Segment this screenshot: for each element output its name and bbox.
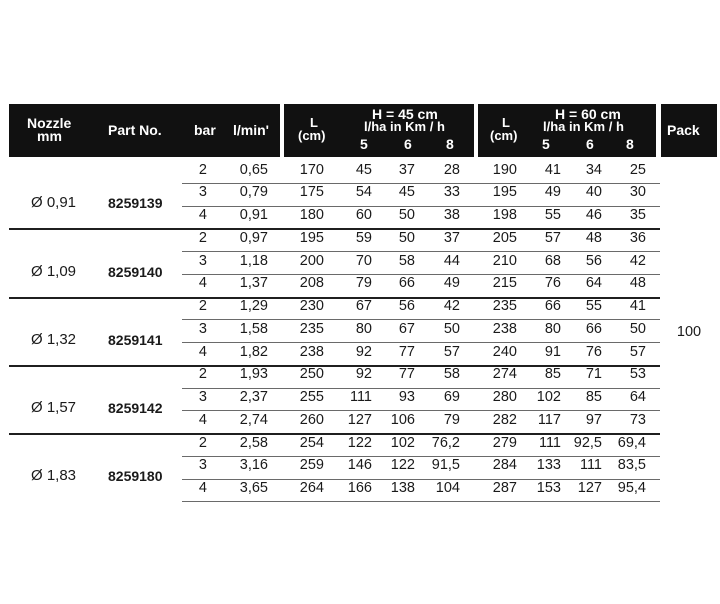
cell-h60-speed-5: 76 <box>544 275 561 292</box>
cell-h45-speed-6: 56 <box>398 298 415 314</box>
cell-h45-speed-8: 104 <box>435 480 460 496</box>
cell-bar: 2 <box>198 434 207 451</box>
cell-h60-speed-5: 68 <box>544 252 561 269</box>
cell-h60-speed-6: 71 <box>585 366 602 383</box>
cell-h45-speed-8: 28 <box>443 161 460 178</box>
cell-h60-speed-8: 30 <box>629 184 646 201</box>
part-number: 8259142 <box>108 400 163 416</box>
cell-length-60: 280 <box>492 389 517 405</box>
nozzle-size: Ø 1,83 <box>31 467 77 485</box>
cell-flow: 1,93 <box>239 366 268 383</box>
cell-h45-speed-5: 166 <box>347 480 372 496</box>
cell-h60-speed-6: 85 <box>585 389 602 405</box>
cell-h45-speed-6: 50 <box>398 207 415 223</box>
nozzle-size: Ø 0,91 <box>31 194 77 212</box>
cell-h45-speed-6: 93 <box>398 389 415 405</box>
cell-h45-speed-6: 106 <box>390 411 415 428</box>
cell-h45-speed-8: 91,5 <box>431 457 460 474</box>
cell-bar: 2 <box>198 366 207 383</box>
cell-flow: 2,37 <box>239 389 268 405</box>
part-number: 8259141 <box>108 331 163 348</box>
cell-h60-speed-6: 66 <box>585 320 602 337</box>
cell-length-45: 260 <box>299 411 324 428</box>
cell-h45-speed-6: 50 <box>398 229 415 246</box>
cell-h45-speed-5: 146 <box>347 457 372 474</box>
cell-length-45: 175 <box>299 184 324 201</box>
cell-h45-speed-6: 122 <box>390 457 415 474</box>
cell-length-60: 195 <box>492 184 517 201</box>
cell-h60-speed-8: 50 <box>629 320 646 337</box>
header-speed-60-5: 5 <box>542 136 550 152</box>
part-number: 8259140 <box>108 263 163 280</box>
header-h60: H = 60 cm <box>555 106 621 122</box>
cell-h45-speed-5: 92 <box>355 343 372 360</box>
cell-flow: 2,58 <box>239 434 268 451</box>
cell-h45-speed-8: 50 <box>443 320 460 337</box>
cell-h60-speed-6: 111 <box>579 457 602 474</box>
cell-length-60: 190 <box>492 161 517 178</box>
cell-bar: 4 <box>198 480 207 496</box>
cell-h45-speed-5: 122 <box>347 434 372 451</box>
cell-flow: 1,37 <box>239 275 268 292</box>
part-number: 8259139 <box>108 195 163 212</box>
cell-h60-speed-6: 40 <box>585 184 602 201</box>
cell-length-45: 254 <box>299 434 324 451</box>
nozzle-size: Ø 1,09 <box>31 262 77 280</box>
cell-h45-speed-5: 80 <box>355 320 372 337</box>
part-number: 8259180 <box>108 468 163 485</box>
cell-flow: 0,79 <box>239 184 268 201</box>
cell-bar: 3 <box>198 184 207 201</box>
cell-bar: 4 <box>198 207 207 223</box>
cell-length-60: 287 <box>492 480 517 496</box>
header-nozzle-line1: Nozzle <box>27 115 72 131</box>
cell-h60-speed-8: 83,5 <box>617 457 646 474</box>
cell-length-60: 210 <box>492 252 517 269</box>
cell-flow: 2,74 <box>239 411 268 428</box>
header-bar: bar <box>194 122 216 138</box>
cell-h45-speed-6: 138 <box>390 480 415 496</box>
table-bottom-line <box>182 501 660 502</box>
header-length-60-line2: (cm) <box>490 128 518 143</box>
cell-h45-speed-6: 77 <box>398 366 415 383</box>
header-speed-60-8: 8 <box>626 136 634 152</box>
cell-length-45: 230 <box>299 298 324 314</box>
cell-h45-speed-8: 49 <box>443 275 460 292</box>
cell-length-45: 170 <box>299 161 324 178</box>
header-speed-45-8: 8 <box>446 136 454 152</box>
cell-h45-speed-6: 45 <box>398 184 415 201</box>
cell-length-60: 215 <box>492 275 517 292</box>
nozzle-size: Ø 1,32 <box>31 330 77 348</box>
cell-h45-speed-5: 54 <box>355 184 372 201</box>
cell-length-60: 240 <box>492 343 517 360</box>
cell-h45-speed-5: 67 <box>355 298 372 314</box>
cell-h45-speed-5: 127 <box>347 411 372 428</box>
cell-length-45: 180 <box>299 207 324 223</box>
cell-h45-speed-6: 77 <box>398 343 415 360</box>
header-block-h60 <box>478 104 656 157</box>
header-speed-45-6: 6 <box>404 136 412 152</box>
cell-length-60: 282 <box>492 411 517 428</box>
cell-h60-speed-8: 69,4 <box>617 434 646 451</box>
cell-flow: 0,91 <box>239 207 268 223</box>
cell-h60-speed-8: 35 <box>629 207 646 223</box>
cell-h60-speed-8: 95,4 <box>617 480 646 496</box>
cell-h60-speed-6: 76 <box>585 343 602 360</box>
cell-h60-speed-6: 92,5 <box>573 434 602 451</box>
header-block-h45 <box>284 104 474 157</box>
cell-h45-speed-8: 57 <box>443 343 460 360</box>
cell-h60-speed-8: 53 <box>629 366 646 383</box>
header-rate-45: l/ha in Km / h <box>364 119 445 134</box>
header-pack: Pack <box>667 122 700 138</box>
header-part-no: Part No. <box>108 122 162 138</box>
cell-h45-speed-5: 60 <box>355 207 372 223</box>
cell-flow: 3,16 <box>239 457 268 474</box>
cell-bar: 3 <box>198 252 207 269</box>
cell-h45-speed-8: 33 <box>443 184 460 201</box>
cell-h45-speed-6: 37 <box>398 161 415 178</box>
cell-length-60: 205 <box>492 229 517 246</box>
cell-h60-speed-5: 133 <box>536 457 561 474</box>
cell-h60-speed-5: 80 <box>544 320 561 337</box>
header-length-45-line2: (cm) <box>298 128 326 143</box>
cell-h60-speed-5: 41 <box>544 161 561 178</box>
cell-length-45: 250 <box>299 366 324 383</box>
cell-h60-speed-8: 25 <box>629 161 646 178</box>
cell-h45-speed-6: 66 <box>398 275 415 292</box>
cell-h45-speed-8: 58 <box>443 366 460 383</box>
cell-length-45: 208 <box>299 275 324 292</box>
pack-value: 100 <box>676 324 702 340</box>
cell-length-45: 200 <box>299 252 324 269</box>
cell-h60-speed-5: 111 <box>538 434 561 451</box>
cell-bar: 2 <box>198 298 207 314</box>
header-length-60-line1: L <box>502 115 510 130</box>
header-flow: l/min' <box>233 122 269 138</box>
cell-h45-speed-8: 38 <box>443 207 460 223</box>
cell-h45-speed-6: 58 <box>398 252 415 269</box>
cell-length-45: 264 <box>299 480 324 496</box>
cell-bar: 3 <box>198 457 207 474</box>
cell-length-45: 195 <box>299 229 324 246</box>
cell-h60-speed-8: 57 <box>629 343 646 360</box>
cell-h60-speed-6: 48 <box>585 229 602 246</box>
cell-h45-speed-8: 37 <box>443 229 460 246</box>
header-speed-60-6: 6 <box>586 136 594 152</box>
cell-bar: 4 <box>198 275 207 292</box>
cell-flow: 0,65 <box>239 161 268 178</box>
cell-h45-speed-5: 111 <box>349 389 372 405</box>
header-block-main <box>9 104 280 157</box>
cell-length-60: 284 <box>492 457 517 474</box>
cell-flow: 3,65 <box>239 480 268 496</box>
cell-h60-speed-8: 73 <box>629 411 646 428</box>
cell-h45-speed-5: 45 <box>355 161 372 178</box>
cell-h60-speed-5: 153 <box>536 480 561 496</box>
cell-h45-speed-6: 102 <box>390 434 415 451</box>
cell-h45-speed-8: 69 <box>443 389 460 405</box>
cell-h60-speed-8: 48 <box>629 275 646 292</box>
cell-h45-speed-8: 79 <box>443 411 460 428</box>
cell-length-45: 259 <box>299 457 324 474</box>
header-h45: H = 45 cm <box>372 106 438 122</box>
cell-h60-speed-5: 49 <box>544 184 561 201</box>
cell-h60-speed-6: 64 <box>585 275 602 292</box>
cell-h45-speed-5: 59 <box>355 229 372 246</box>
cell-h60-speed-6: 34 <box>585 161 602 178</box>
nozzle-size: Ø 1,57 <box>31 399 77 416</box>
cell-length-45: 255 <box>299 389 324 405</box>
cell-h60-speed-6: 46 <box>585 207 602 223</box>
header-speed-45-5: 5 <box>360 136 368 152</box>
cell-flow: 0,97 <box>239 229 268 246</box>
cell-h60-speed-5: 66 <box>544 298 561 314</box>
cell-h45-speed-8: 42 <box>443 298 460 314</box>
cell-flow: 1,29 <box>239 298 268 314</box>
cell-h60-speed-8: 36 <box>629 229 646 246</box>
cell-h45-speed-5: 92 <box>355 366 372 383</box>
cell-bar: 3 <box>198 320 207 337</box>
header-nozzle-line2: mm <box>37 128 62 144</box>
cell-h45-speed-8: 76,2 <box>431 434 460 451</box>
cell-length-60: 274 <box>492 366 517 383</box>
cell-h45-speed-8: 44 <box>443 252 460 269</box>
cell-h60-speed-6: 55 <box>585 298 602 314</box>
cell-bar: 4 <box>198 411 207 428</box>
cell-bar: 4 <box>198 343 207 360</box>
cell-flow: 1,58 <box>239 320 268 337</box>
cell-h60-speed-5: 57 <box>544 229 561 246</box>
cell-length-45: 238 <box>299 343 324 360</box>
cell-h60-speed-5: 102 <box>536 389 561 405</box>
cell-h60-speed-5: 91 <box>544 343 561 360</box>
cell-h45-speed-5: 79 <box>355 275 372 292</box>
cell-h60-speed-5: 117 <box>537 411 561 428</box>
header-rate-60: l/ha in Km / h <box>543 119 624 134</box>
cell-flow: 1,82 <box>239 343 268 360</box>
cell-h60-speed-8: 41 <box>629 298 646 314</box>
header-block-pack <box>661 104 717 157</box>
cell-h60-speed-6: 56 <box>585 252 602 269</box>
cell-length-45: 235 <box>299 320 324 337</box>
cell-length-60: 235 <box>492 298 517 314</box>
cell-length-60: 198 <box>492 207 517 223</box>
cell-bar: 2 <box>198 161 207 178</box>
cell-bar: 3 <box>198 389 207 405</box>
cell-h60-speed-8: 64 <box>629 389 646 405</box>
cell-h60-speed-6: 127 <box>577 480 602 496</box>
cell-bar: 2 <box>198 229 207 246</box>
cell-h60-speed-5: 85 <box>544 366 561 383</box>
cell-h60-speed-5: 55 <box>544 207 561 223</box>
cell-h60-speed-6: 97 <box>585 411 602 428</box>
cell-flow: 1,18 <box>239 252 268 269</box>
header-length-45-line1: L <box>310 115 318 130</box>
cell-length-60: 279 <box>492 434 517 451</box>
cell-h45-speed-5: 70 <box>355 252 372 269</box>
cell-h45-speed-6: 67 <box>398 320 415 337</box>
cell-length-60: 238 <box>492 320 517 337</box>
cell-h60-speed-8: 42 <box>629 252 646 269</box>
